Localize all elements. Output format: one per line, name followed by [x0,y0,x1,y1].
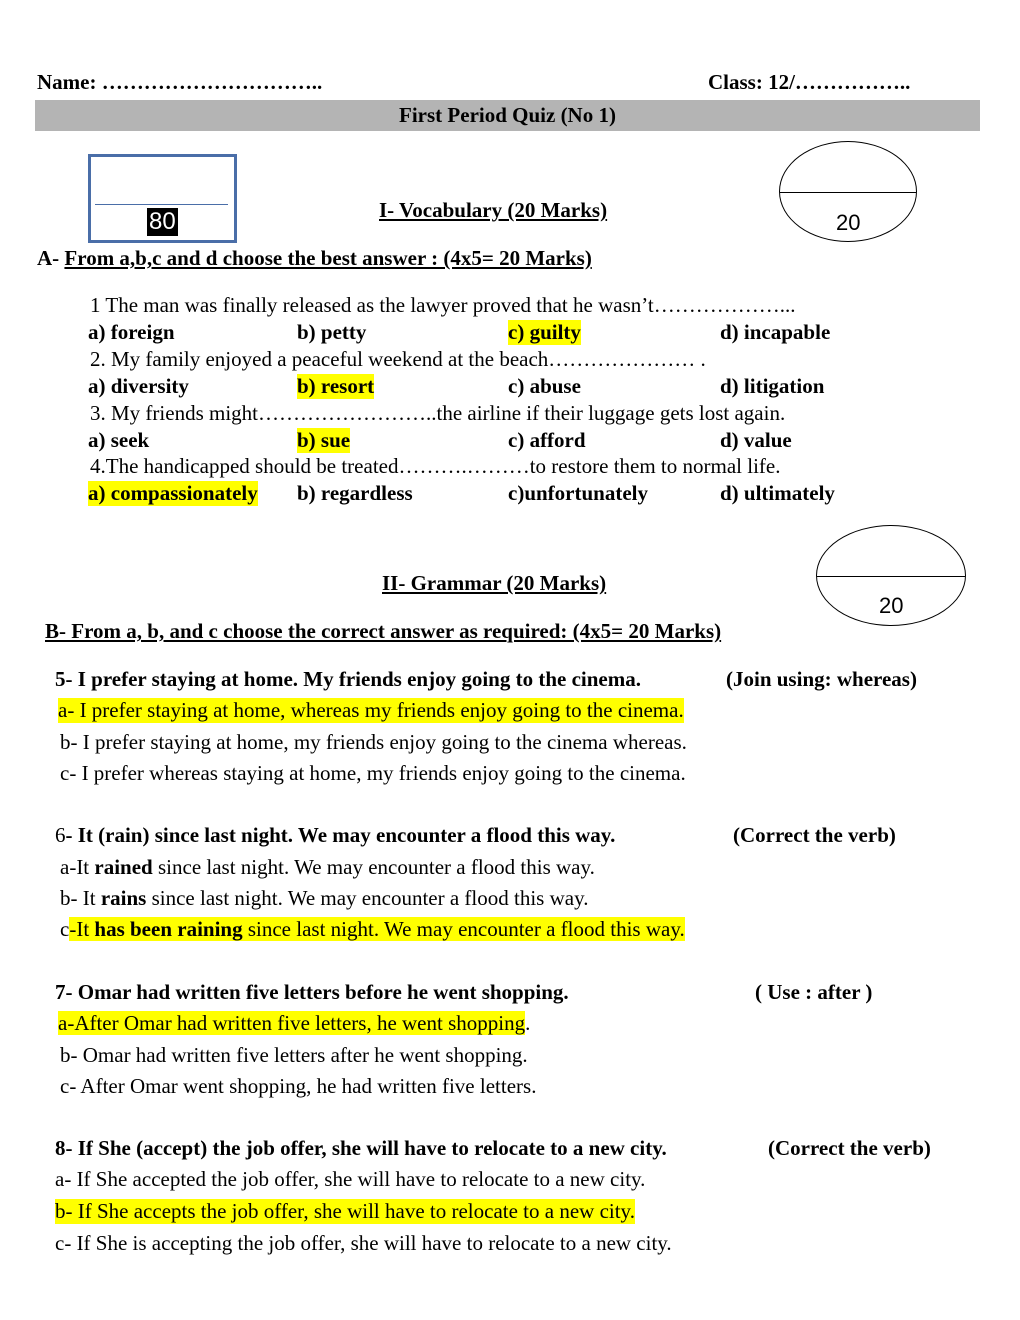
q5-option-a[interactable]: a- I prefer staying at home, whereas my friends enjoy going to the cinema. [58,698,684,722]
q8-option-a[interactable]: a- If She accepted the job offer, she will have to relocate to a new city. [55,1167,646,1191]
class-field[interactable]: Class: 12/…………….. [708,70,911,94]
section-b-instruction: B- From a, b, and c choose the correct answer as required: (4x5= 20 Marks) [45,619,722,643]
question-5-stem: 5- I prefer staying at home. My friends enjoy going to the cinema. [55,667,641,691]
quiz-title: First Period Quiz (No 1) [399,103,616,127]
name-field[interactable]: Name: ………………………….. [37,70,323,94]
vocabulary-marks: 20 [836,210,861,235]
vocabulary-heading: I- Vocabulary (20 Marks) [379,198,608,222]
q6-option-c[interactable]: c-It has been raining since last night. We may encounter a flood this way. [60,917,685,941]
grammar-marks: 20 [879,593,904,618]
q1-option-c[interactable]: c) guilty [508,320,581,344]
q7-option-b[interactable]: b- Omar had written five letters after he went shopping. [60,1043,528,1067]
q4-option-d[interactable]: d) ultimately [720,481,835,505]
question-5-instruction: (Join using: whereas) [726,667,917,691]
q2-option-d[interactable]: d) litigation [720,374,825,398]
question-8-stem: 8- If She (accept) the job offer, she will have to relocate to a new city. [55,1136,667,1160]
question-1-text: 1 The man was finally released as the lawyer proved that he wasn’t………………... [90,293,796,317]
question-6-instruction: (Correct the verb) [733,823,896,847]
q1-option-d[interactable]: d) incapable [720,320,831,344]
question-2-text: 2. My family enjoyed a peaceful weekend at the beach………………… . [90,347,706,371]
grammar-oval-divider [817,576,965,577]
q4-option-c[interactable]: c)unfortunately [508,481,648,505]
total-score: 80 [149,208,176,235]
q5-option-b[interactable]: b- I prefer staying at home, my friends enjoy going to the cinema whereas. [60,730,687,754]
q8-option-b[interactable]: b- If She accepts the job offer, she will have to relocate to a new city. [55,1199,635,1223]
q6-option-a[interactable]: a-It rained since last night. We may encounter a flood this way. [60,855,595,879]
q2-option-a[interactable]: a) diversity [88,374,189,398]
q3-option-c[interactable]: c) afford [508,428,586,452]
q1-option-b[interactable]: b) petty [297,320,367,344]
score-divider [95,204,228,205]
q5-option-c[interactable]: c- I prefer whereas staying at home, my friends enjoy going to the cinema. [60,761,686,785]
q3-option-b[interactable]: b) sue [297,428,351,452]
q3-option-d[interactable]: d) value [720,428,792,452]
vocabulary-oval-divider [780,192,916,193]
q6-option-b[interactable]: b- It rains since last night. We may encounter a flood this way. [60,886,589,910]
question-7-instruction: ( Use : after ) [755,980,873,1004]
question-4-text: 4.The handicapped should be treated……….………to restore them to normal life. [90,454,781,478]
section-a-instruction: A- From a,b,c and d choose the best answer : (4x5= 20 Marks) [37,246,592,270]
q7-option-a[interactable]: a-After Omar had written five letters, he went shopping. [58,1011,531,1035]
q4-option-a[interactable]: a) compassionately [88,481,258,505]
q7-option-c[interactable]: c- After Omar went shopping, he had written five letters. [60,1074,537,1098]
question-6-stem: 6- It (rain) since last night. We may encounter a flood this way. [55,823,616,847]
question-8-instruction: (Correct the verb) [768,1136,931,1160]
quiz-title-bar [35,100,980,131]
q2-option-b[interactable]: b) resort [297,374,375,398]
q3-option-a[interactable]: a) seek [88,428,150,452]
q4-option-b[interactable]: b) regardless [297,481,413,505]
q1-option-a[interactable]: a) foreign [88,320,175,344]
question-3-text: 3. My friends might……………………..the airline if their luggage gets lost again. [90,401,786,425]
q2-option-c[interactable]: c) abuse [508,374,581,398]
q8-option-c[interactable]: c- If She is accepting the job offer, she will have to relocate to a new city. [55,1231,672,1255]
question-7-stem: 7- Omar had written five letters before he went shopping. [55,980,569,1004]
grammar-heading: II- Grammar (20 Marks) [382,571,607,595]
